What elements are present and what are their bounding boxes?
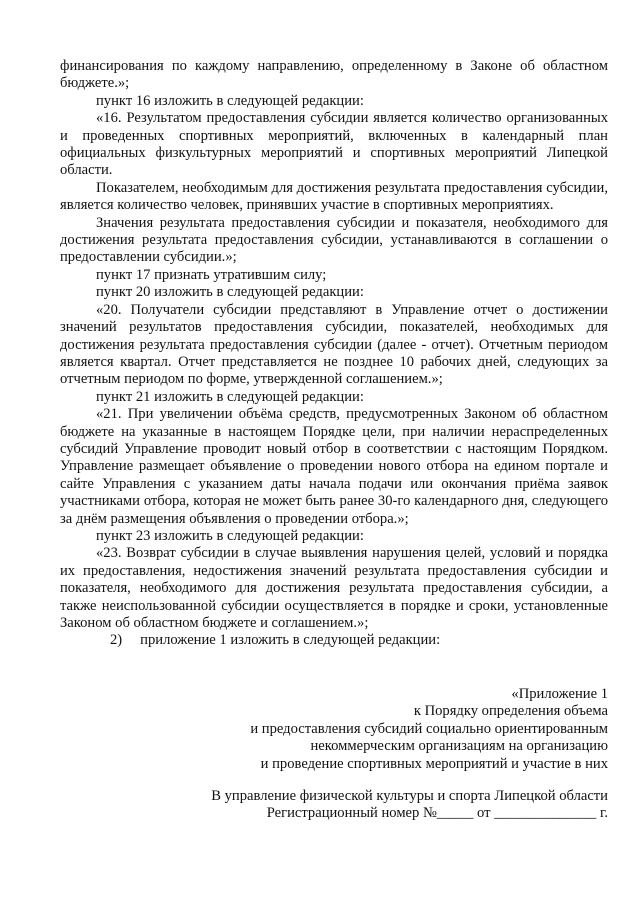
paragraph-9: пункт 21 изложить в следующей редакции:	[96, 388, 364, 405]
registration-line	[88, 805, 608, 822]
registration-year-suffix: г.	[600, 805, 608, 822]
registration-number-blank: _____	[436, 805, 474, 822]
document-body	[60, 58, 608, 650]
registration-block	[88, 788, 608, 823]
paragraph-6: пункт 17 признать утратившим силу;	[96, 266, 327, 283]
paragraph-5: Значения результата предоставления субсидии и показателя, необходимого для достижения результата предоставления субсидии, устанавливаются в соглашении о предоставлении субсидии.»;	[60, 214, 608, 266]
paragraph-3: «16. Результатом предоставления субсидии является количество организованных и проведенных спортивных мероприятий, включенных в календарный план официальных физкультурных мероприятий и спортивных мероприятий Липецкой области.	[60, 110, 608, 179]
paragraph-2: пункт 16 изложить в следующей редакции:	[96, 92, 364, 109]
addressee: В управление физической культуры и спорта Липецкой области	[211, 788, 608, 804]
list-item-text: приложение 1 изложить в следующей редакции:	[140, 632, 441, 649]
paragraph-11: пункт 23 изложить в следующей редакции:	[96, 527, 364, 544]
registration-date-blank: ______________	[494, 805, 597, 822]
paragraph-4: Показателем, необходимым для достижения результата предоставления субсидии, является количество человек, принявших участие в спортивных мероприятиях.	[60, 179, 608, 214]
paragraph-8: «20. Получатели субсидии представляют в Управление отчет о достижении значений результатов предоставления субсидии, показателей, необходимых для достижения результата предоставления субсидии (далее - отчет). Отчетным периодом является квартал. Отчет представляется не позднее 10 рабочих дней, следующих за отчетным периодом по форме, утвержденной соглашением.»;	[60, 301, 608, 388]
paragraph-12: «23. Возврат субсидии в случае выявления нарушения целей, условий и порядка их предоставления, недостижения значений результата предоставления субсидии и показателя, необходимого для достижения результата предоставления субсидии, а также неиспользованной субсидии осуществляется в порядке и сроки, установленные Законом об областном бюджете и соглашением.»;	[60, 545, 608, 631]
registration-from-label: от	[477, 805, 491, 822]
paragraph-7: пункт 20 изложить в следующей редакции:	[96, 284, 364, 301]
list-item-2	[60, 632, 608, 649]
paragraph-1: финансирования по каждому направлению, определенному в Законе об областном бюджете.»;	[60, 58, 608, 92]
registration-label: Регистрационный номер №	[266, 805, 437, 822]
list-item-number: 2)	[110, 632, 123, 649]
appendix-line-5: и проведение спортивных мероприятий и участие в них	[260, 755, 608, 772]
appendix-line-2: к Порядку определения объема	[413, 703, 608, 720]
appendix-line-3: и предоставления субсидий социально ориентированным	[250, 720, 608, 737]
appendix-line-1: «Приложение 1	[511, 686, 608, 702]
appendix-header	[138, 686, 608, 773]
appendix-line-4: некоммерческим организациям на организацию	[310, 738, 608, 755]
paragraph-10: «21. При увеличении объёма средств, предусмотренных Законом об областном бюджете на указанные в настоящем Порядке цели, при наличии нераспределенных субсидий Управление проводит новый отбор в соответствии с настоящим Порядком. Управление размещает объявление о проведении нового отбора на едином портале и сайте Управления с указанием даты начала подачи или окончания приёма заявок участниками отбора, которая не может быть ранее 30-го календарного дня, следующего за днём размещения объявления о проведении отбора.»;	[60, 406, 608, 527]
